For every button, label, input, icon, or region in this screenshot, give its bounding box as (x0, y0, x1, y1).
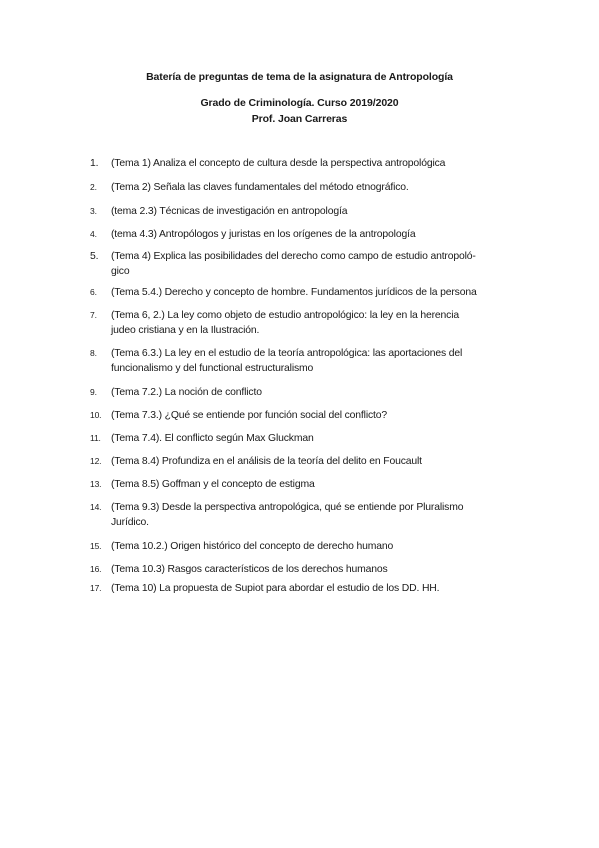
item-number: 1. (90, 158, 99, 169)
item-text: (Tema 6.3.) La ley en el estudio de la teoría antropológica: las aportaciones del (111, 348, 463, 359)
document-title: Batería de preguntas de tema de la asignatura de Antropología (146, 71, 453, 83)
item-text: (tema 2.3) Técnicas de investigación en antropología (111, 206, 348, 217)
item-number: 13. (90, 479, 102, 489)
item-number: 15. (90, 541, 102, 551)
item-text: (Tema 6, 2.) La ley como objeto de estudio antropológico: la ley en la herencia (111, 310, 459, 321)
item-text-continued: gico (111, 266, 130, 277)
item-number: 16. (90, 564, 102, 574)
item-text: (Tema 10.2.) Origen histórico del concepto de derecho humano (111, 541, 394, 552)
item-text: (tema 4.3) Antropólogos y juristas en los orígenes de la antropología (111, 229, 416, 240)
item-text-continued: judeo cristiana y en la Ilustración. (111, 325, 260, 336)
item-number: 8. (90, 348, 97, 358)
item-number: 6. (90, 287, 97, 297)
item-text: (Tema 7.3.) ¿Qué se entiende por función social del conflicto? (111, 410, 388, 421)
item-number: 3. (90, 206, 97, 216)
item-number: 17. (90, 583, 102, 593)
course-line: Grado de Criminología. Curso 2019/2020 (200, 97, 399, 109)
item-number: 7. (90, 310, 97, 320)
item-number: 10. (90, 410, 102, 420)
item-number: 12. (90, 456, 102, 466)
item-number: 2. (90, 182, 97, 192)
item-text: (Tema 7.2.) La noción de conflicto (111, 387, 262, 398)
item-number: 14. (90, 502, 102, 512)
item-text: (Tema 9.3) Desde la perspectiva antropológica, qué se entiende por Pluralismo (111, 502, 464, 513)
item-text: (Tema 5.4.) Derecho y concepto de hombre. Fundamentos jurídicos de la persona (111, 287, 477, 298)
item-number: 4. (90, 229, 97, 239)
item-text: (Tema 10) La propuesta de Supiot para abordar el estudio de los DD. HH. (111, 583, 440, 594)
item-text: (Tema 8.4) Profundiza en el análisis de la teoría del delito en Foucault (111, 456, 422, 467)
professor-line: Prof. Joan Carreras (251, 113, 348, 125)
item-text: (Tema 7.4). El conflicto según Max Gluckman (111, 433, 314, 444)
item-text: (Tema 8.5) Goffman y el concepto de estigma (111, 479, 315, 490)
item-number: 9. (90, 387, 97, 397)
item-text: (Tema 10.3) Rasgos característicos de los derechos humanos (111, 564, 388, 575)
item-text: (Tema 2) Señala las claves fundamentales del método etnográfico. (111, 182, 409, 193)
item-number: 5. (90, 251, 99, 262)
item-text-continued: Jurídico. (111, 517, 149, 528)
item-number: 11. (90, 433, 101, 443)
item-text-continued: funcionalismo y del functional estructuralismo (111, 363, 314, 374)
item-text: (Tema 1) Analiza el concepto de cultura desde la perspectiva antropológica (111, 158, 446, 169)
item-text: (Tema 4) Explica las posibilidades del derecho como campo de estudio antropoló- (111, 251, 476, 262)
